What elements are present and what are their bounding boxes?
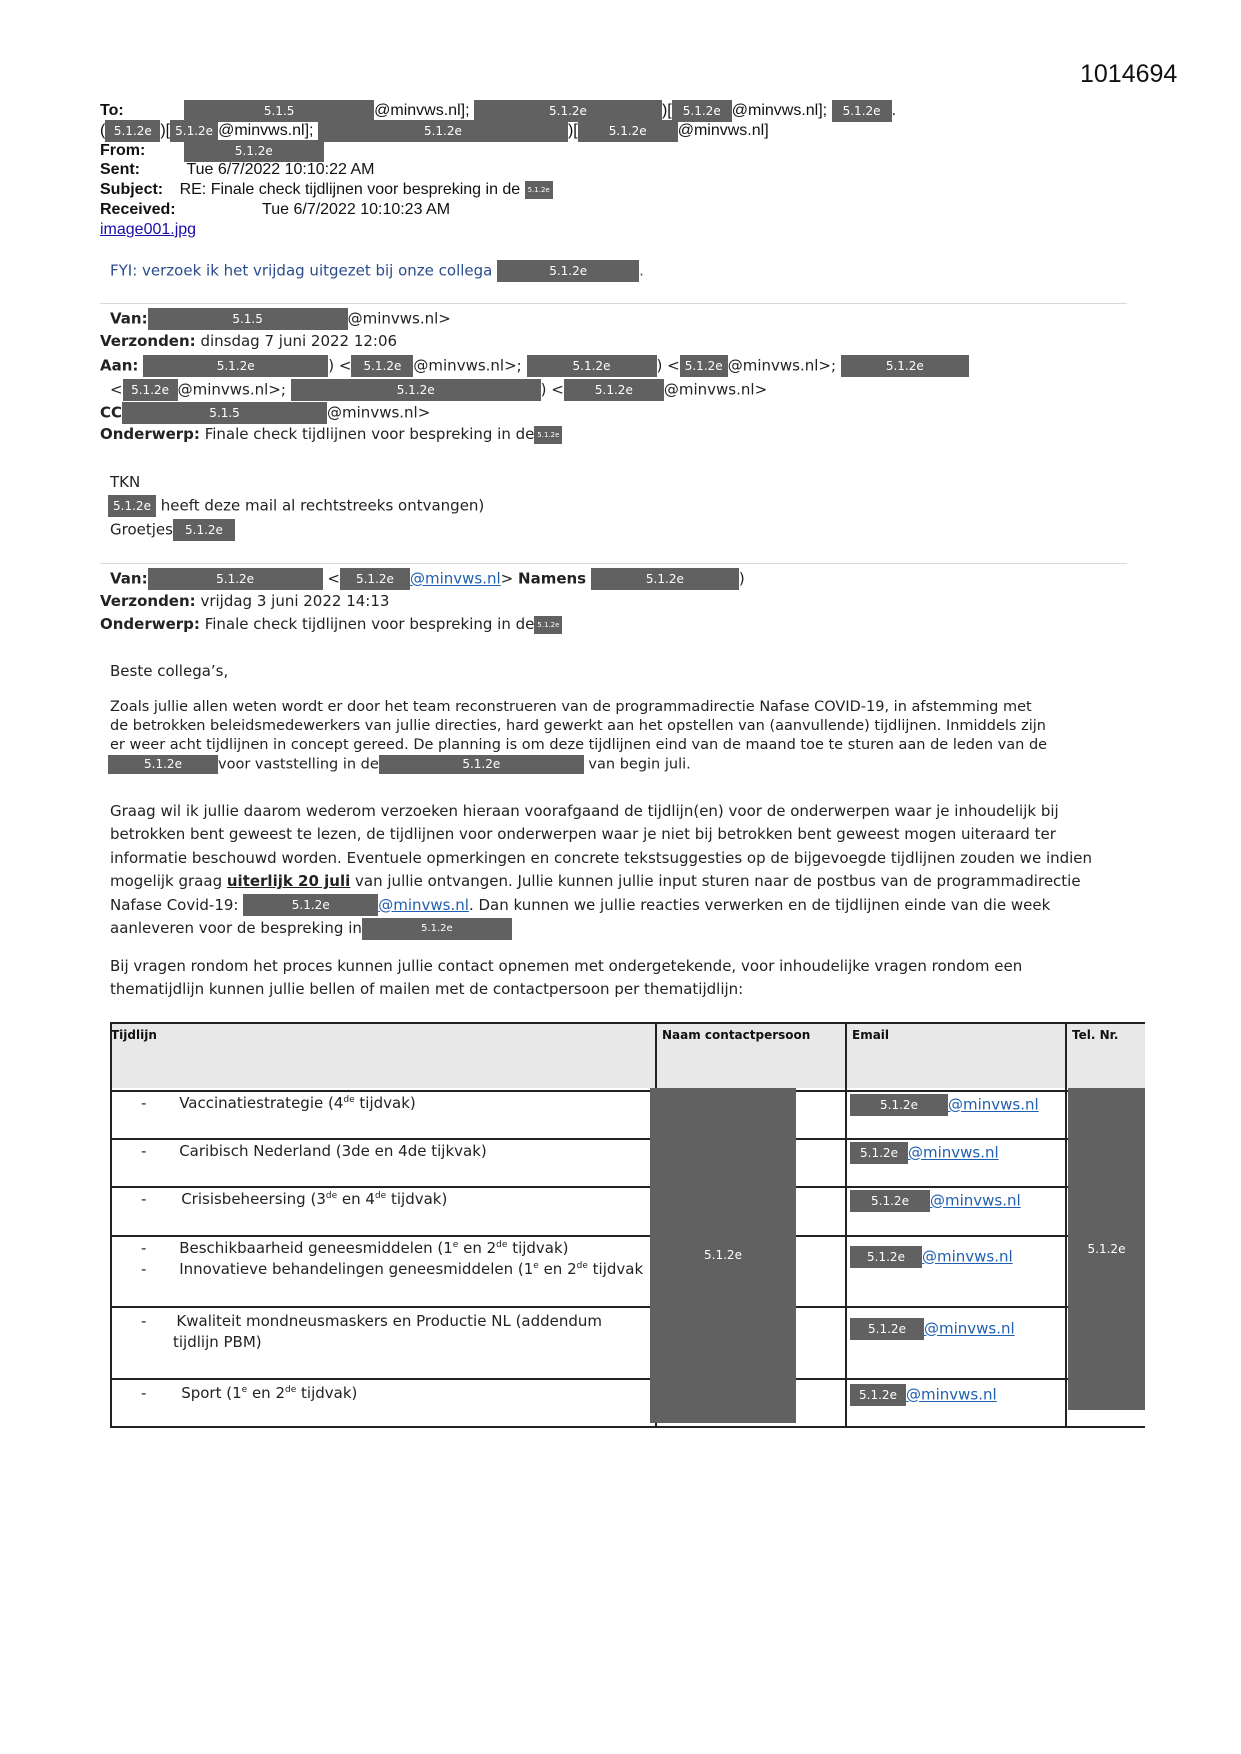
redaction: 5.1.5 <box>148 308 348 330</box>
redaction: 5.1.2e <box>108 495 156 517</box>
msg1-onderwerp: Onderwerp: Finale check tijdlijnen voor bespreking in de 5.1.2e <box>100 425 562 444</box>
msg1-aan-2: < 5.1.2e @minvws.nl>; 5.1.2e ) < 5.1.2e @minvws.nl> <box>110 379 767 401</box>
msg1-tkn: TKN <box>110 473 141 491</box>
from-line: From: 5.1.2e <box>100 140 324 162</box>
document-number: 1014694 <box>1080 60 1178 88</box>
email-cell: 5.1.2e @minvws.nl <box>850 1142 999 1164</box>
msg1-groetjes: Groetjes 5.1.2e <box>110 519 235 541</box>
redaction: 5.1.2e <box>850 1142 908 1164</box>
redaction: 5.1.2e <box>108 755 218 774</box>
separator <box>100 563 1127 564</box>
redaction: 5.1.2e <box>170 120 218 142</box>
deadline: uiterlijk 20 juli <box>226 872 351 891</box>
email-cell: 5.1.2e @minvws.nl <box>850 1318 1015 1340</box>
redaction-contact-names: 5.1.2e <box>650 1088 796 1423</box>
msg1-verzonden: Verzonden: dinsdag 7 juni 2022 12:06 <box>100 332 398 350</box>
redaction: 5.1.2e <box>123 379 178 401</box>
table-row: - Kwaliteit mondneusmaskers en Productie NL (addendum tijdlijn PBM) <box>141 1312 603 1351</box>
table-row: - Caribisch Nederland (3de en 4de tijkvak) <box>141 1142 487 1160</box>
table-row: - Beschikbaarheid geneesmiddelen (1e en 2de tijdvak) - Innovatieve behandelingen geneesmiddelen (1e en 2de tijdvak <box>141 1239 644 1278</box>
msg2-onderwerp: Onderwerp: Finale check tijdlijnen voor bespreking in de 5.1.2e <box>100 615 562 634</box>
greeting: Beste collega’s, <box>110 662 229 680</box>
msg1-line2: 5.1.2e heeft deze mail al rechtstreeks ontvangen) <box>108 495 484 517</box>
to-line-1: To: 5.1.5 @minvws.nl]; 5.1.2e )[ 5.1.2e @minvws.nl]; 5.1.2e . <box>100 100 896 122</box>
redaction: 5.1.2e <box>497 260 639 282</box>
redaction: 5.1.2e <box>564 379 664 401</box>
table-header-bg <box>110 1022 1145 1088</box>
redaction: 5.1.2e <box>591 568 739 590</box>
separator <box>100 303 1127 304</box>
redaction: 5.1.2e <box>379 755 584 774</box>
redaction: 5.1.2e <box>527 355 657 377</box>
redaction: 5.1.2e <box>243 894 378 916</box>
redaction: 5.1.2e <box>474 100 662 122</box>
paragraph-1: Zoals jullie allen weten wordt er door het team reconstrueren van de programmadirectie Nafase COVID-19, in afstemming met de betrokken beleidsmedewerkers van jullie directies, hard gewerkt aan het opstellen van (aanvullende) tijdlijnen. Inmiddels zijn er weer acht tijdlijnen in concept gereed. De planning is om deze tijdlijnen eind van de maand toe te sturen aan de leden van de 5.1.2e voor vaststelling in de 5.1.2e van begin juli. <box>110 699 1048 773</box>
to-line-2: ( 5.1.2e )[ 5.1.2e @minvws.nl]; 5.1.2e )[ 5.1.2e @minvws.nl] <box>100 120 769 142</box>
received-line: Received: Tue 6/7/2022 10:10:23 AM <box>100 201 451 218</box>
redaction: 5.1.2e <box>362 918 512 940</box>
msg2-van: Van: 5.1.2e < 5.1.2e @minvws.nl> Namens 5.1.2e ) <box>110 568 745 590</box>
redaction: 5.1.2e <box>680 355 728 377</box>
redaction-phone-numbers: 5.1.2e <box>1068 1088 1145 1410</box>
redaction: 5.1.2e <box>850 1190 930 1212</box>
col-header-email: Email <box>852 1028 890 1042</box>
redaction: 5.1.2e <box>832 100 892 122</box>
redaction: 5.1.2e <box>173 519 235 541</box>
subject-line: Subject: RE: Finale check tijdlijnen voor bespreking in de 5.1.2e <box>100 180 553 200</box>
redaction: 5.1.2e <box>534 616 562 634</box>
redaction: 5.1.2e <box>184 140 324 162</box>
sent-line: Sent: Tue 6/7/2022 10:10:22 AM <box>100 161 375 178</box>
attachment-link[interactable]: image001.jpg <box>100 221 197 238</box>
redaction: 5.1.2e <box>318 120 568 142</box>
redaction: 5.1.2e <box>850 1246 922 1268</box>
redaction: 5.1.2e <box>143 355 328 377</box>
redaction: 5.1.2e <box>850 1318 924 1340</box>
col-header-tel: Tel. Nr. <box>1072 1028 1119 1042</box>
redaction: 5.1.2e <box>525 181 553 199</box>
email-link[interactable]: @minvws.nl <box>378 895 469 914</box>
table-row: - Crisisbeheersing (3de en 4de tijdvak) <box>141 1190 448 1208</box>
redaction: 5.1.2e <box>148 568 323 590</box>
redaction: 5.1.2e <box>578 120 678 142</box>
msg2-verzonden: Verzonden: vrijdag 3 juni 2022 14:13 <box>100 592 390 610</box>
email-cell: 5.1.2e @minvws.nl <box>850 1094 1039 1116</box>
col-header-tijdlijn: Tijdlijn <box>111 1028 157 1042</box>
paragraph-3: Bij vragen rondom het proces kunnen jullie contact opnemen met ondergetekende, voor inhoudelijke vragen rondom een thematijdlijn kunnen jullie bellen of mailen met de contactpersoon per thematijdlijn: <box>110 957 1023 999</box>
redaction: 5.1.5 <box>184 100 374 122</box>
redaction: 5.1.2e <box>351 355 413 377</box>
to-label: To: <box>100 102 124 120</box>
redaction: 5.1.2e <box>534 426 562 444</box>
email-cell: 5.1.2e @minvws.nl <box>850 1384 997 1406</box>
table-row: - Vaccinatiestrategie (4de tijdvak) <box>141 1094 416 1112</box>
msg1-van: Van: 5.1.5 @minvws.nl> <box>110 308 451 330</box>
msg1-aan: Aan: 5.1.2e ) < 5.1.2e @minvws.nl>; 5.1.2e ) < 5.1.2e @minvws.nl>; 5.1.2e <box>100 355 969 377</box>
redaction: 5.1.2e <box>672 100 732 122</box>
redaction: 5.1.2e <box>850 1384 906 1406</box>
redaction: 5.1.5 <box>122 402 327 424</box>
email-cell: 5.1.2e @minvws.nl <box>850 1246 1013 1268</box>
paragraph-2: Graag wil ik jullie daarom wederom verzoeken hieraan voorafgaand de tijdlijn(en) voor de onderwerpen waar je inhoudelijk bij betrokken bent geweest te lezen, de tijdlijnen voor onderwerpen waar je niet bij betrokken bent geweest mogen uiteraard ter informatie beschouwd worden. Eventuele opmerkingen en concrete tekstsuggesties op de bijgevoegde tijdlijnen zouden we indien mogelijk graag uiterlijk 20 juli van jullie ontvangen. Jullie kunnen jullie input sturen naar de postbus van de programmadirectie Nafase Covid-19: 5.1.2e @minvws.nl. Dan kunnen we jullie reacties verwerken en de tijdlijnen einde van die week aanleveren voor de bespreking in 5.1.2e <box>110 800 1140 940</box>
email-link[interactable]: @minvws.nl <box>409 569 501 588</box>
redaction: 5.1.2e <box>291 379 541 401</box>
redaction: 5.1.2e <box>105 120 160 142</box>
table-row: - Sport (1e en 2de tijdvak) <box>141 1384 358 1402</box>
email-cell: 5.1.2e @minvws.nl <box>850 1190 1021 1212</box>
redaction: 5.1.2e <box>340 568 410 590</box>
redaction: 5.1.2e <box>850 1094 948 1116</box>
col-header-contact: Naam contactpersoon <box>662 1028 811 1042</box>
fyi-line: FYI: verzoek ik het vrijdag uitgezet bij onze collega 5.1.2e . <box>110 260 644 282</box>
msg1-cc: CC 5.1.5 @minvws.nl> <box>100 402 430 424</box>
redaction: 5.1.2e <box>841 355 969 377</box>
